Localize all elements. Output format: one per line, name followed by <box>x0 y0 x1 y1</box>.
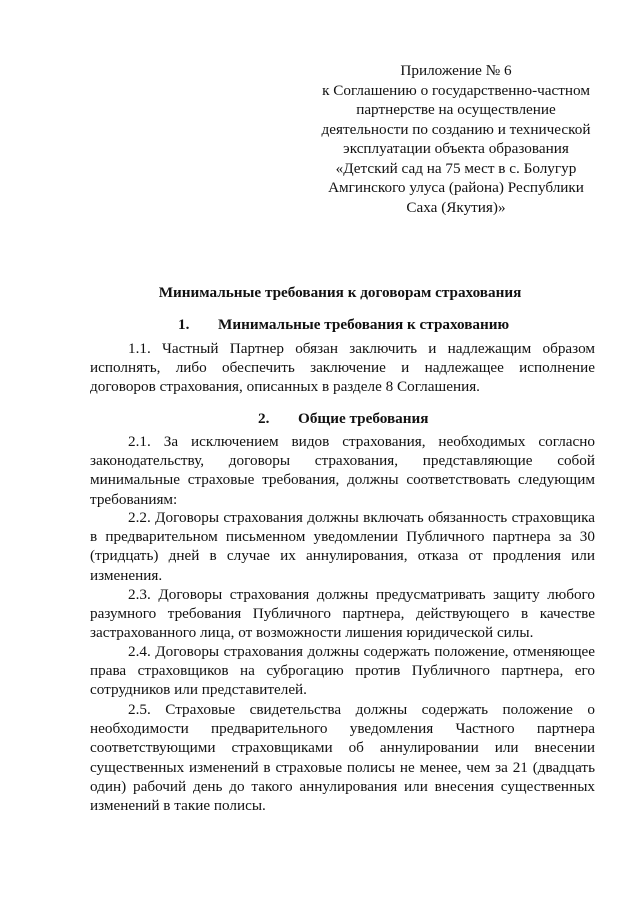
appendix-line: Саха (Якутия)» <box>406 198 506 216</box>
paragraph: 2.4. Договоры страхования должны содержать положение, отменяющее права страховщиков на суброгацию против Публичного партнера, его сотрудников или представителей. <box>90 643 595 699</box>
appendix-line: партнерстве на осуществление <box>356 101 556 118</box>
appendix-line: деятельности по созданию и технической <box>321 120 591 138</box>
appendix-line: Приложение № 6 <box>400 62 512 79</box>
section-heading-text: Общие требования <box>298 410 429 427</box>
appendix-line: «Детский сад на 75 мест в с. Болугур <box>335 159 577 177</box>
paragraph: 2.5. Страховые свидетельства должны содержать положение о необходимости предварительного уведомления Частного партнера соответствующими страховщиками об аннулировании или внесении существенных изменений в страховые полисы не менее, чем за 21 (двадцать один) рабочий день до такого аннулирования или внесения существенных изменений в такие полисы. <box>90 701 595 815</box>
appendix-line: к Соглашению о государственно-частном <box>322 81 590 99</box>
paragraph: 2.3. Договоры страхования должны предусматривать защиту любого разумного требования Публичного партнера, действующего в качестве застрахованного лица, от возможности лишения юридической силы. <box>90 586 595 642</box>
section-number: 1. <box>178 316 190 333</box>
section-number: 2. <box>258 410 270 427</box>
paragraph: 2.1. За исключением видов страхования, необходимых согласно законодательству, договоры страхования, представляющие собой минимальные страховые требования, должны соответствовать следующим требованиям: <box>90 433 595 508</box>
appendix-line: эксплуатации объекта образования <box>343 140 569 157</box>
appendix-header <box>316 61 596 217</box>
section-heading-text: Минимальные требования к страхованию <box>218 316 510 333</box>
paragraph: 1.1. Частный Партнер обязан заключить и надлежащим образом исполнять, либо обеспечить заключение и надлежащее исполнение договоров страхования, описанных в разделе 8 Соглашения. <box>90 340 595 396</box>
appendix-line: Амгинского улуса (района) Республики <box>328 179 584 196</box>
document-title: Минимальные требования к договорам страхования <box>158 284 522 301</box>
paragraph: 2.2. Договоры страхования должны включать обязанность страховщика в предварительном письменном уведомлении Публичного партнера за 30 (тридцать) дней в случае их аннулирования, отказа от продления или изменения. <box>90 509 595 584</box>
